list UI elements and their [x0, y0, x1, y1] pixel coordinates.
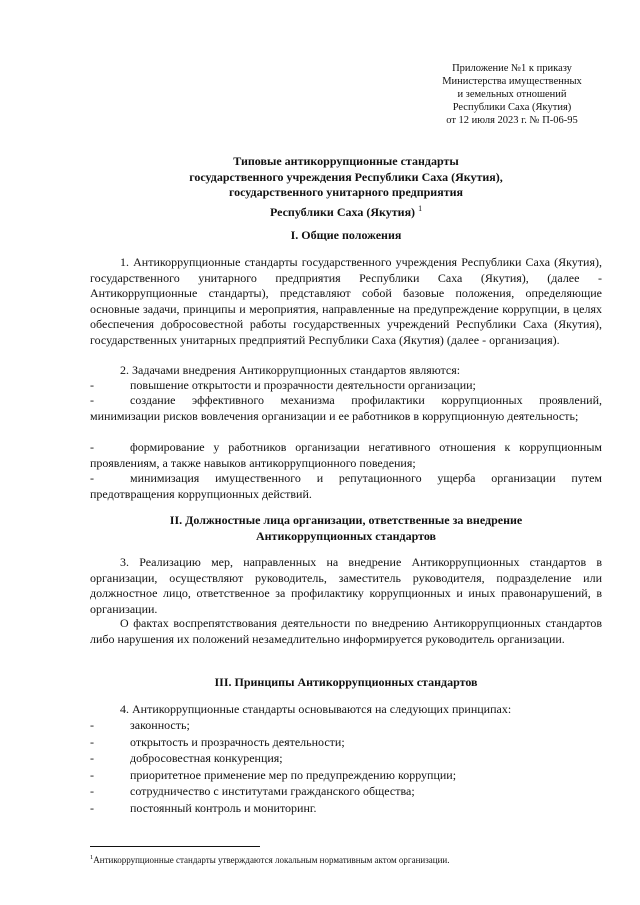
list-item-text: приоритетное применение мер по предупреждению коррупции; [130, 767, 457, 782]
annex-line: Приложение №1 к приказу [452, 63, 572, 74]
section-heading-general: I. Общие положения [290, 228, 402, 242]
list-item-text: постоянный контроль и мониторинг. [130, 800, 317, 815]
task-item-text: повышение открытости и прозрачности деятельности организации; [130, 378, 476, 392]
annex-line: Республики Саха (Якутия) [452, 102, 572, 113]
task-item [90, 393, 602, 424]
title-line: государственного учреждения Республики Саха (Якутия), [189, 169, 503, 184]
task-item-text-continued: предотвращения коррупционных действий. [90, 486, 312, 501]
task-item-text: создание эффективного механизма профилактики коррупционных проявлений, [130, 393, 602, 407]
document-title [90, 154, 602, 220]
task-item-text-continued: минимизации рисков вовлечения организации и ее работников в коррупционную деятельность; [90, 408, 579, 423]
heading-line: Антикоррупционных стандартов [255, 528, 437, 543]
footnote-separator [90, 846, 260, 847]
footnote-text: Антикоррупционные стандарты утверждаются локальным нормативным актом организации. [93, 855, 450, 865]
paragraph-2: 2. Задачами внедрения Антикоррупционных стандартов являются: [120, 363, 461, 377]
task-item-text-continued: проявлениям, а также навыков антикоррупционного поведения; [90, 455, 416, 470]
list-item [90, 717, 602, 734]
task-item [90, 440, 602, 471]
bullet-dash: - [90, 393, 94, 407]
list-item-text: законность; [130, 718, 190, 732]
section-heading-principles: III. Принципы Антикоррупционных стандартов [214, 675, 478, 689]
bullet-dash: - [90, 751, 94, 765]
title-line: государственного унитарного предприятия [228, 185, 464, 199]
bullet-dash: - [90, 800, 94, 815]
bullet-dash: - [90, 718, 94, 732]
paragraph-1: 1. Антикоррупционные стандарты государственного учреждения Республики Саха (Якутия), государственного унитарного предприятия Республики Саха (Якутия), (далее - Антикоррупционные стандарты), представляют собой базовые положения, определяющие основные задачи, принципы и мероприятия, направленные на предупреждение коррупции, в целях обеспечения добросовестной работы государственных учреждений Республики Саха (Якутия), государственных унитарных предприятий Республики Саха (Якутия) (далее - организация). [90, 255, 602, 347]
title-line-text: Республики Саха (Якутия) [269, 204, 416, 219]
list-item-text: добросовестная конкуренция; [130, 751, 283, 765]
bullet-dash: - [90, 784, 94, 798]
footnote [90, 852, 602, 866]
list-item [90, 750, 602, 767]
title-line [90, 201, 602, 221]
principles-list [90, 717, 602, 816]
annex-line: и земельных отношений [457, 89, 567, 100]
paragraph-4: О фактах воспрепятствования деятельности по внедрению Антикоррупционных стандартов либо нарушения их положений незамедлительно информируется руководитель организации. [90, 616, 602, 646]
list-item [90, 783, 602, 800]
footnote-mark: 1 [90, 854, 94, 861]
bullet-dash: - [90, 378, 94, 392]
list-item [90, 767, 602, 784]
task-item-text: минимизация имущественного и репутационного ущерба организации путем [130, 471, 602, 485]
title-line: Типовые антикоррупционные стандарты [233, 154, 459, 168]
bullet-dash: - [90, 471, 94, 485]
bullet-dash: - [90, 767, 94, 782]
task-item-text: формирование у работников организации негативного отношения к коррупционным [130, 440, 602, 454]
bullet-dash: - [90, 734, 94, 749]
footnote-reference[interactable]: 1 [418, 203, 423, 213]
bullet-dash: - [90, 440, 94, 454]
task-item [90, 378, 602, 394]
section-heading-officials [90, 513, 602, 544]
annex-line: от 12 июля 2023 г. № П-06-95 [446, 115, 578, 126]
task-item [90, 471, 602, 502]
list-item [90, 800, 602, 817]
list-item [90, 734, 602, 751]
annex-line: Министерства имущественных [442, 76, 582, 87]
heading-line: II. Должностные лица организации, ответственные за внедрение [169, 513, 523, 527]
annex-reference [418, 62, 606, 127]
paragraph-3: 3. Реализацию мер, направленных на внедрение Антикоррупционных стандартов в организации, осуществляют руководитель, заместитель руководителя, подразделение или должностное лицо, ответственное за профилактику коррупционных и иных правонарушений, в организации. [90, 555, 602, 616]
list-item-text: открытость и прозрачность деятельности; [130, 734, 345, 749]
paragraph-5: 4. Антикоррупционные стандарты основываются на следующих принципах: [120, 702, 512, 716]
list-item-text: сотрудничество с институтами гражданского общества; [130, 784, 415, 798]
